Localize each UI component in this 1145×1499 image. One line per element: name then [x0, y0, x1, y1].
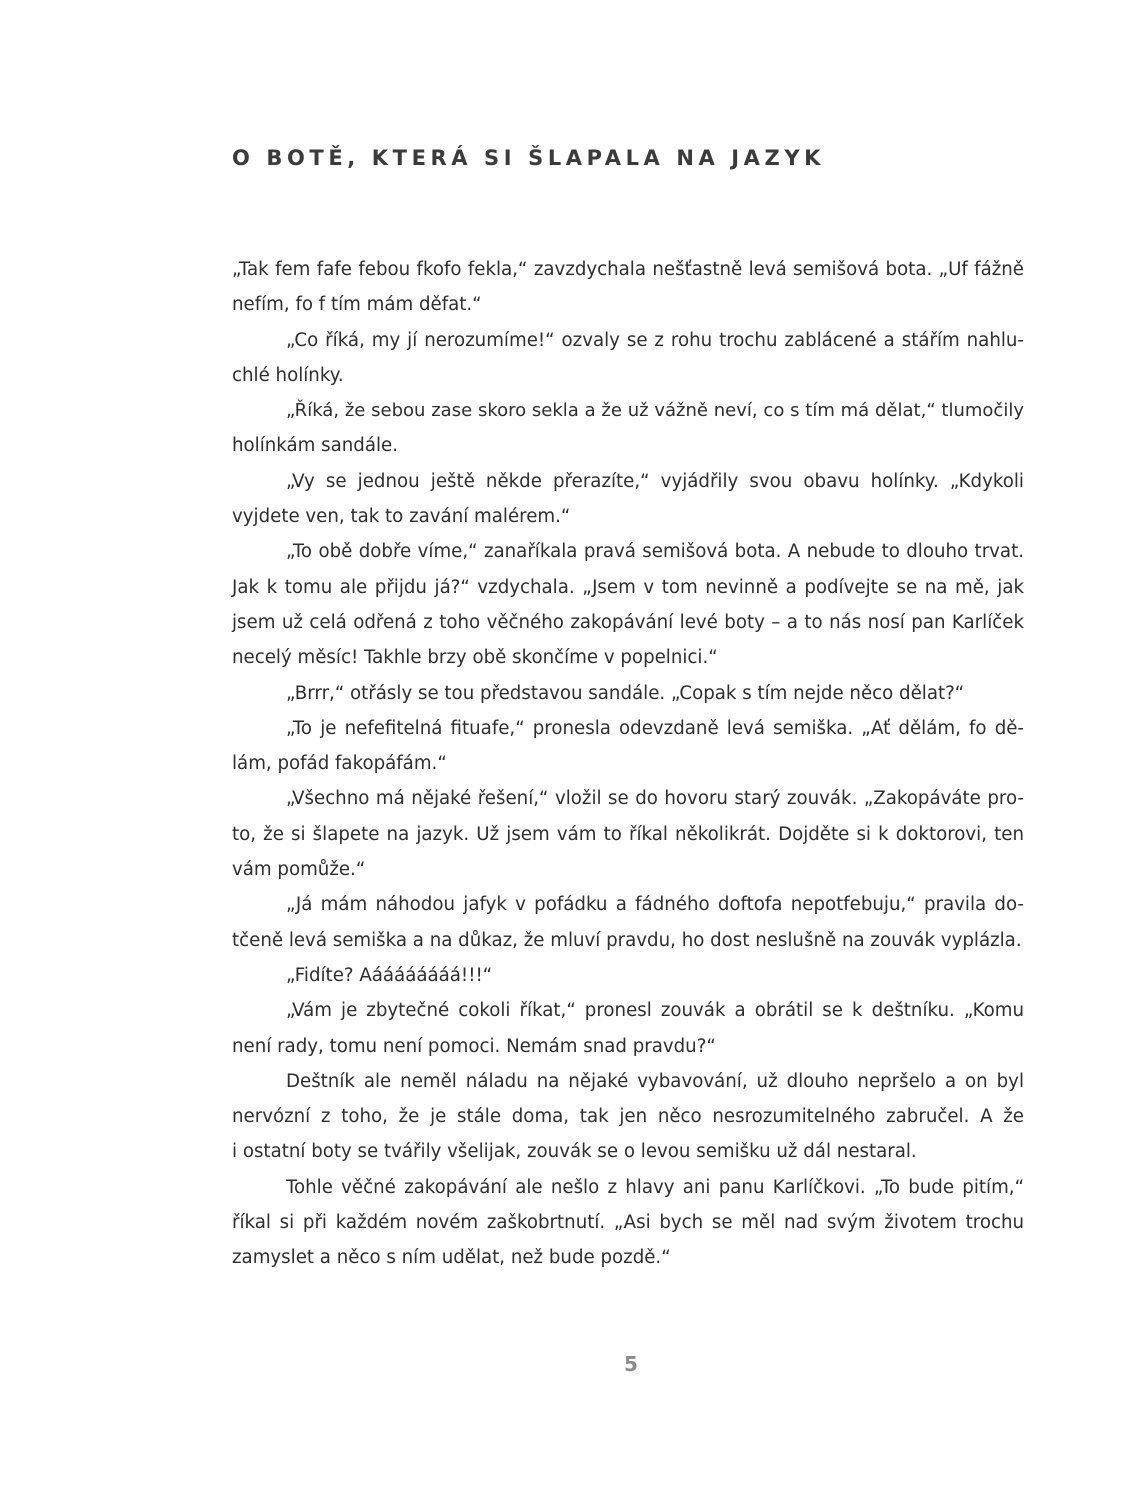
paragraph: [232, 1170, 1024, 1276]
paragraph: [232, 958, 1024, 993]
text-line: i ostatní boty se tvářily všelijak, zouvák se o levou semišku už dál nestaral.: [232, 1141, 917, 1163]
text-line: „Tak fem fafe febou fkofo fekla,“ zavzdychala nešťastně levá semišová bota. „Uf fážně: [232, 259, 1024, 280]
text-line: „To je nefefitelná fituafe,“ pronesla odevzdaně levá semiška. „Ať dělám, fo dě-: [286, 717, 1024, 739]
text-line: „Já mám náhodou jafyk v pofádku a fádného doftofa nepotfebuju,“ pravila do-: [286, 894, 1024, 916]
text-line: holínkám sandále.: [232, 435, 399, 457]
text-line: „Co říká, my jí nerozumíme!“ ozvaly se z rohu trochu zablácené a stářím nahlu-: [286, 329, 1024, 351]
story-text: [232, 252, 1024, 1276]
paragraph: [232, 464, 1024, 535]
text-line: tčeně levá semiška a na důkaz, že mluví pravdu, ho dost neslušně na zouvák vyplázla.: [232, 929, 1022, 951]
paragraph: [232, 993, 1024, 1064]
text-line: zamyslet a něco s ním udělat, než bude pozdě.“: [232, 1247, 671, 1269]
text-line: říkal si při každém novém zaškobrtnutí. „Asi bych se měl nad svým životem trochu: [232, 1212, 1024, 1234]
paragraph: [232, 711, 1024, 782]
text-line: chlé holínky.: [232, 364, 344, 386]
text-line: „Vy se jednou ještě někde přerazíte,“ vyjádřily svou obavu holínky. „Kdykoli: [286, 470, 1024, 492]
page-number: 5: [624, 1352, 638, 1376]
text-line: nervózní z toho, že je stále doma, tak jen něco nesrozumitelného zabručel. A že: [232, 1106, 1024, 1128]
paragraph: [232, 1064, 1024, 1170]
text-line: vám pomůže.“: [232, 859, 366, 881]
paragraph: [232, 887, 1024, 958]
text-line: nefím, fo f tím mám děfat.“: [232, 294, 482, 316]
paragraph: [232, 676, 1024, 711]
text-line: Jak k tomu ale přijdu já?“ vzdychala. „Jsem v tom nevinně a podívejte se na mě, jak: [232, 576, 1024, 598]
text-line: „Brrr,“ otřásly se tou představou sandále. „Copak s tím nejde něco dělat?“: [286, 682, 965, 704]
text-line: Deštník ale neměl náladu na nějaké vybavování, už dlouho nepršelo a on byl: [286, 1070, 1024, 1092]
text-line: to, že si šlapete na jazyk. Už jsem vám to říkal několikrát. Dojděte si k doktorovi, ten: [232, 823, 1024, 845]
paragraph: [232, 393, 1024, 464]
text-line: „Všechno má nějaké řešení,“ vložil se do hovoru starý zouvák. „Zakopáváte pro-: [286, 788, 1024, 810]
paragraph: [232, 323, 1024, 394]
paragraph: [232, 781, 1024, 887]
text-line: jsem už celá odřená z toho věčného zakopávání levé boty – a to nás nosí pan Karlíček: [232, 611, 1024, 633]
text-line: „Fidíte? Aáááááááá!!!“: [286, 964, 493, 986]
text-line: „Vám je zbytečné cokoli říkat,“ pronesl zouvák a obrátil se k deštníku. „Komu: [286, 1000, 1024, 1022]
chapter-title: O BOTĚ, KTERÁ SI ŠLAPALA NA JAZYK: [232, 146, 826, 170]
text-line: vyjdete ven, tak to zavání malérem.“: [232, 506, 571, 528]
paragraph: [232, 252, 1024, 323]
text-line: Tohle věčné zakopávání ale nešlo z hlavy ani panu Karlíčkovi. „To bude pitím,“: [286, 1176, 1024, 1198]
text-line: není rady, tomu není pomoci. Nemám snad pravdu?“: [232, 1035, 716, 1057]
text-line: lám, pofád fakopáfám.“: [232, 753, 447, 775]
text-line: „To obě dobře víme,“ zanaříkala pravá semišová bota. A nebude to dlouho trvat.: [286, 541, 1024, 563]
paragraph: [232, 534, 1024, 675]
text-line: necelý měsíc! Takhle brzy obě skončíme v popelnici.“: [232, 647, 718, 669]
text-line: „Říká, že sebou zase skoro sekla a že už vážně neví, co s tím má dělat,“ tlumočily: [286, 400, 1024, 422]
